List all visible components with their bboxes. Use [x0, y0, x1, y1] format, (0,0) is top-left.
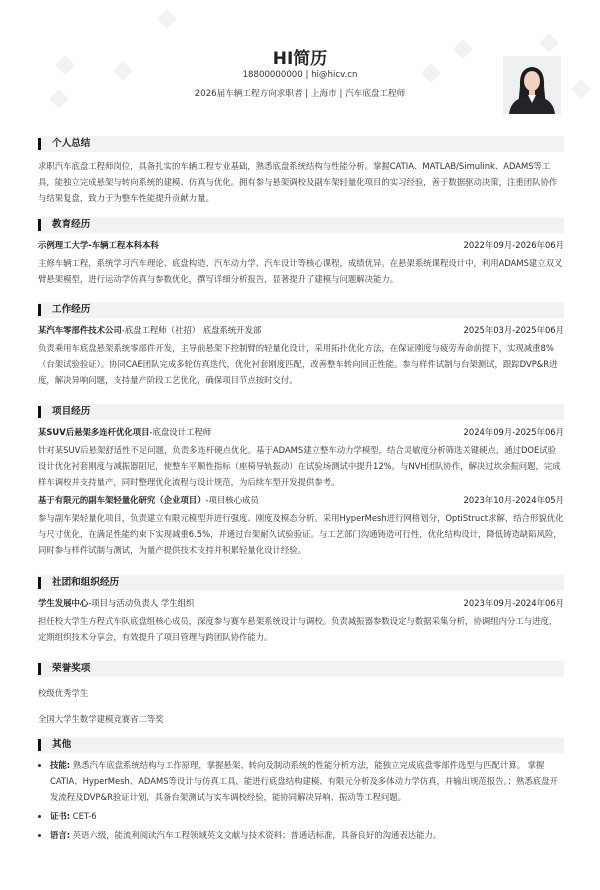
- org-entry-header: [38, 595, 564, 611]
- section-bar: [38, 219, 41, 231]
- project-role: -项目核心成员: [205, 495, 259, 505]
- projects-section: [38, 404, 564, 558]
- other-list: [38, 757, 564, 843]
- job-intent: 2026届车辆工程方向求职者 | 上海市 | 汽车底盘工程师: [194, 89, 406, 99]
- summary-section: [38, 136, 564, 206]
- section-bar: [38, 577, 41, 589]
- org-role: -项目与活动负责人 学生组织: [88, 598, 195, 608]
- work-title: 工作经历: [52, 304, 91, 315]
- certificate-item: [50, 808, 564, 824]
- section-bar: [38, 663, 41, 675]
- skills-label: 技能:: [50, 760, 71, 770]
- org-section: [38, 575, 564, 645]
- work-header: [38, 302, 564, 318]
- org-text: 担任校大学生方程式车队底盘组核心成员，深度参与赛车悬架系统设计与调校。负责减振器参数设定与数据采集分析，协调组内分工与进度，定期组织技术分享会，有效提升了项目管理与跨团队协作能力。: [38, 616, 558, 642]
- company-name: 某汽车零部件技术公司: [38, 325, 122, 335]
- org-header: [38, 575, 564, 591]
- summary-header: [38, 136, 564, 152]
- summary-text: 求职汽车底盘工程师岗位，具备扎实的车辆工程专业基础，熟悉底盘系统结构与性能分析。掌握CATIA、MATLAB/Simulink、ADAMS等工具，能独立完成悬架与转向系统的建模、仿真与优化。拥有参与悬架调校及副车架轻量化项目的实习经验，善于数据驱动决策，注重团队协作与结果复盘，致力于为整车性能提升贡献力量。: [38, 161, 558, 203]
- section-bar: [38, 138, 41, 150]
- other-title: 其他: [52, 739, 72, 750]
- work-section: [38, 302, 564, 388]
- award-item: 全国大学生数学建模竞赛省二等奖: [38, 714, 164, 724]
- other-header: [38, 737, 564, 753]
- summary-title: 个人总结: [52, 138, 91, 149]
- section-bar: [38, 304, 41, 316]
- project-text: 针对某SUV后悬架舒适性不足问题，负责多连杆硬点优化。基于ADAMS建立整车动力学模型，结合灵敏度分析筛选关键硬点，通过DOE试验设计优化衬套刚度与减振器阻尼，使整车平顺性指标（座椅导轨振动）在试验场测试中提升12%。与NVH团队协作，解决过坎余振问题，完成样车调校并支持量产，同时整理优化流程与设计规范，为后续车型开发提供参考。: [38, 445, 561, 487]
- awards-title: 荣誉奖项: [52, 663, 91, 674]
- section-bar: [38, 406, 41, 418]
- org-date: 2023年09月-2024年06月: [463, 598, 564, 608]
- project-name: 基于有限元的副车架轻量化研究（企业项目）: [38, 495, 206, 505]
- project-date: 2023年10月-2024年05月: [463, 495, 564, 505]
- work-role: -底盘工程师（社招） 底盘系统开发部: [121, 325, 262, 335]
- award-item: 校级优秀学生: [38, 688, 89, 698]
- other-section: [38, 737, 564, 846]
- projects-header: [38, 404, 564, 420]
- skills-item: [50, 757, 564, 805]
- education-text: 主修车辆工程，系统学习汽车理论、底盘构造、汽车动力学、汽车设计等核心课程，成绩优异。在悬架系统课程设计中，利用ADAMS建立双叉臂悬架模型，进行运动学仿真与参数优化，撰写详细分析报告，显著提升了建模与问题解决能力。: [38, 258, 563, 284]
- language-item: [50, 827, 564, 843]
- profile-photo: [503, 56, 561, 114]
- education-entry-header: [38, 237, 564, 253]
- project-text: 参与副车架轻量化项目，负责建立有限元模型并进行强度、刚度及模态分析。采用HyperMesh进行网格划分，OptiStruct求解，结合形貌优化与尺寸优化，在满足性能约束下实现减重6.5%，并通过台架耐久试验验证。与工艺部门沟通铸造可行性，优化结构设计，降低铸造缺陷风险，同时参与样件试制与测试，为量产提供技术支持并积累轻量化设计经验。: [38, 513, 564, 555]
- education-title: 教育经历: [52, 219, 91, 230]
- certificate-text: CET-6: [70, 811, 97, 821]
- section-bar: [38, 739, 41, 751]
- awards-section: [38, 661, 564, 727]
- language-label: 语言:: [50, 830, 71, 840]
- work-date: 2025年03月-2025年06月: [463, 325, 564, 335]
- org-title: 社团和组织经历: [52, 577, 120, 588]
- work-entry-header: [38, 322, 564, 338]
- project-entry-header: [38, 492, 564, 508]
- language-text: 英语六级，能流利阅读汽车工程领域英文文献与技术资料；普通话标准，具备良好的沟通表达能力。: [70, 830, 442, 840]
- work-text: 负责乘用车底盘悬架系统零部件开发，主导前悬架下控制臂的轻量化设计，采用拓扑优化方法，在保证刚度与疲劳寿命前提下，实现减重8%（台架试验验证）。协同CAE团队完成多轮仿真迭代，优化衬套刚度匹配，改善整车转向回正性能。参与样件试制与台架测试，跟踪DVP&R进度，解决异响问题，支持量产阶段工艺优化，确保项目节点按时交付。: [38, 343, 558, 385]
- education-section: [38, 217, 564, 287]
- project-entry-header: [38, 424, 564, 440]
- certificate-label: 证书:: [50, 811, 71, 821]
- resume-name: HI简历: [272, 49, 328, 69]
- awards-header: [38, 661, 564, 677]
- org-name: 学生发展中心: [38, 598, 89, 608]
- education-header: [38, 217, 564, 233]
- project-date: 2024年09月-2025年06月: [463, 427, 564, 437]
- education-date: 2022年09月-2026年06月: [463, 240, 564, 250]
- contact-info: 18800000000 | hi@hicv.cn: [242, 70, 358, 80]
- resume-header: [0, 0, 600, 124]
- education-major: -车辆工程本科本科: [88, 240, 159, 250]
- skills-text: 熟悉汽车底盘系统结构与工作原理，掌握悬架、转向及制动系统的性能分析方法，能独立完成底盘零部件选型与匹配计算。 掌握CATIA、HyperMesh、ADAMS等设计与仿真工具，能进行底盘结构建模、有限元分析及多体动力学仿真，并输出规范报告。；熟悉底盘开发流程及DVP&R验证计划，具备台架测试与实车调校经验，能协同解决异响、振动等工程问题。: [50, 760, 558, 802]
- projects-title: 项目经历: [52, 406, 91, 417]
- project-role: -底盘设计工程师: [149, 427, 212, 437]
- avatar-icon: [503, 56, 561, 114]
- school-name: 示例理工大学: [38, 240, 89, 250]
- project-name: 某SUV后悬架多连杆优化项目: [38, 427, 150, 437]
